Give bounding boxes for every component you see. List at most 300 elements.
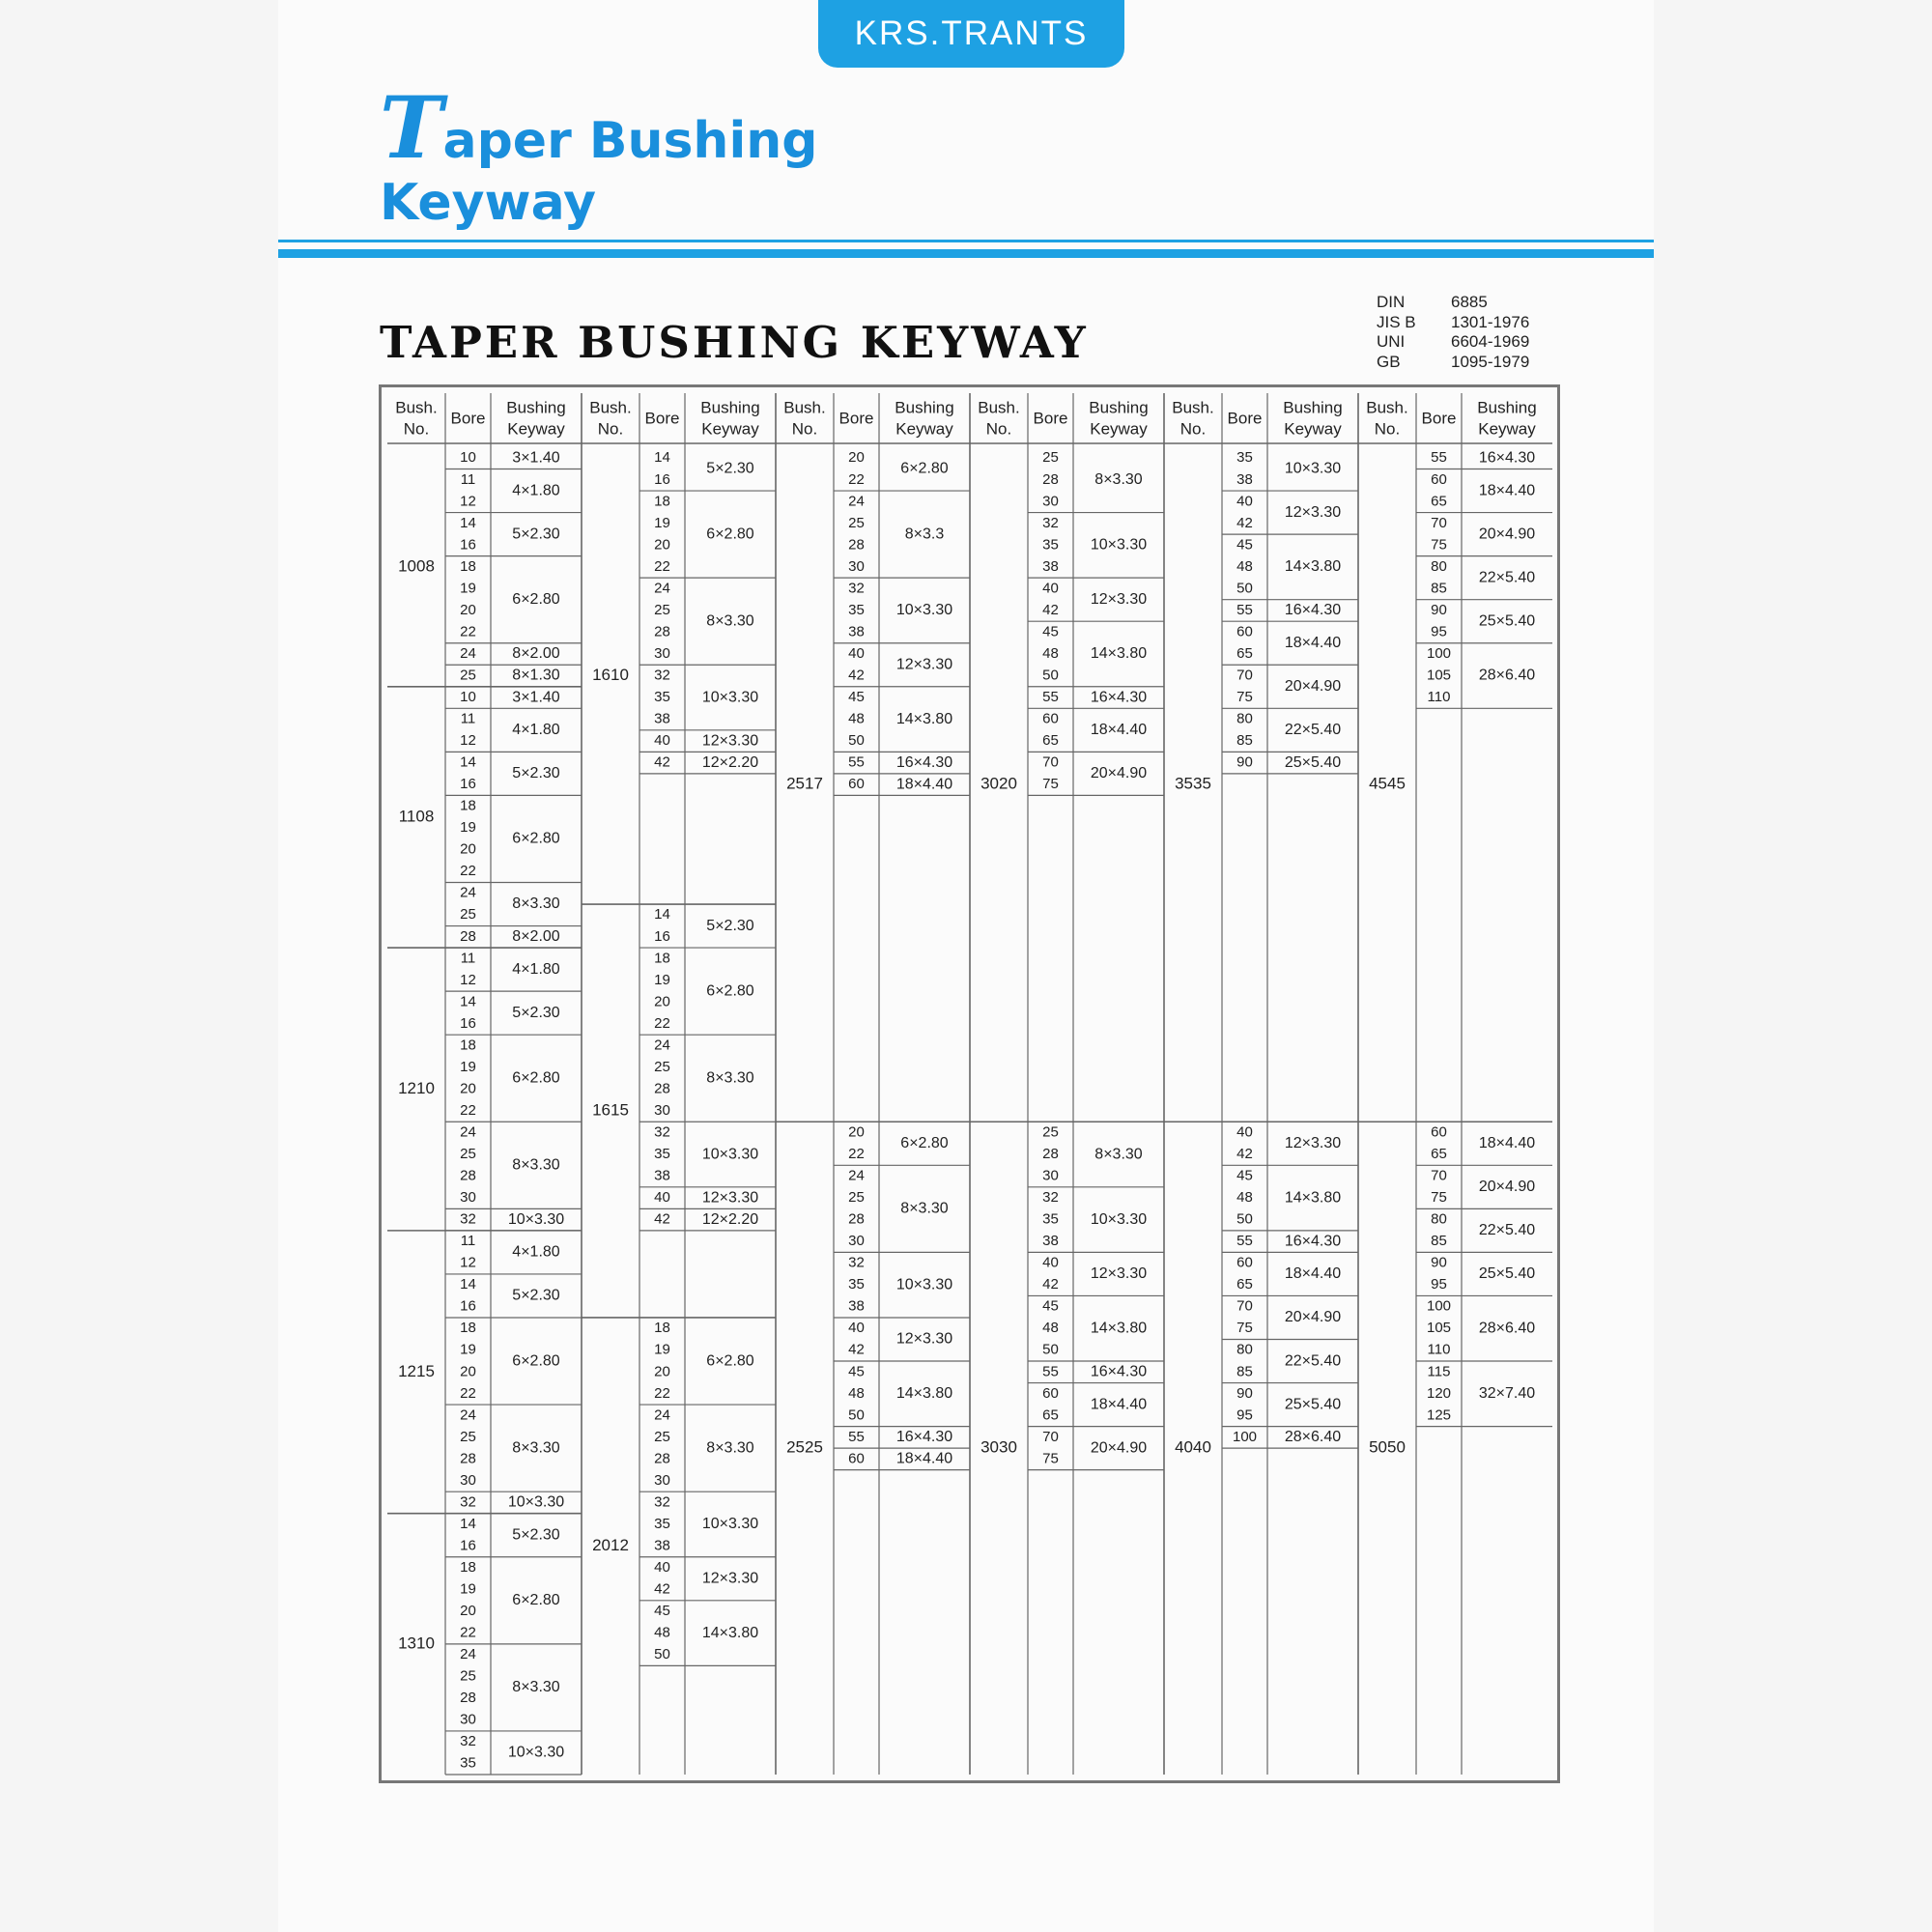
bore-value: 20 xyxy=(460,840,476,858)
keyway-value: 6×2.80 xyxy=(512,1069,560,1087)
keyway-value: 10×3.30 xyxy=(1090,1210,1148,1228)
bore-value: 24 xyxy=(848,1167,865,1184)
bore-value: 30 xyxy=(654,1101,670,1119)
bore-value: 12 xyxy=(460,1254,476,1271)
bore-value: 32 xyxy=(460,1733,476,1750)
bore-value: 20 xyxy=(848,449,865,467)
bore-value: 42 xyxy=(848,1341,865,1358)
bore-value: 90 xyxy=(1236,753,1253,771)
keyway-value: 10×3.30 xyxy=(507,1210,565,1228)
header-keyway-label: Bushing xyxy=(895,398,954,417)
standard-name: UNI xyxy=(1377,332,1406,351)
bore-value: 55 xyxy=(1236,1233,1253,1250)
keyway-value: 10×3.30 xyxy=(895,602,953,619)
bore-value: 30 xyxy=(460,1189,476,1207)
bore-value: 32 xyxy=(848,1254,865,1271)
bore-value: 30 xyxy=(1042,1167,1059,1184)
bore-value: 16 xyxy=(460,1537,476,1554)
bore-value: 55 xyxy=(1236,601,1253,618)
bore-value: 42 xyxy=(1042,601,1059,618)
bore-value: 38 xyxy=(848,1297,865,1315)
bore-value: 75 xyxy=(1236,689,1253,706)
keyway-value: 10×3.30 xyxy=(701,1146,759,1163)
keyway-value: 16×4.30 xyxy=(895,1429,953,1446)
bore-value: 38 xyxy=(1236,470,1253,488)
keyway-value: 10×3.30 xyxy=(1284,460,1342,477)
bore-value: 28 xyxy=(1042,1146,1059,1163)
keyway-value: 8×3.30 xyxy=(512,895,560,913)
bore-value: 19 xyxy=(460,580,476,597)
keyway-value: 5×2.30 xyxy=(512,526,560,543)
bore-value: 19 xyxy=(654,514,670,531)
bore-value: 35 xyxy=(654,1515,670,1532)
bore-value: 38 xyxy=(1042,557,1059,575)
bore-value: 45 xyxy=(848,689,865,706)
keyway-value: 22×5.40 xyxy=(1284,722,1342,739)
bore-value: 25 xyxy=(654,601,670,618)
bore-value: 20 xyxy=(654,1363,670,1380)
keyway-value: 25×5.40 xyxy=(1478,612,1536,630)
header-subtitle: Keyway xyxy=(380,174,596,232)
bore-value: 28 xyxy=(460,1167,476,1184)
bore-value: 70 xyxy=(1042,753,1059,771)
bore-value: 35 xyxy=(654,689,670,706)
keyway-value: 22×5.40 xyxy=(1478,569,1536,586)
keyway-value: 22×5.40 xyxy=(1284,1352,1342,1370)
bore-value: 12 xyxy=(460,493,476,510)
bore-value: 60 xyxy=(1236,623,1253,640)
keyway-value: 28×6.40 xyxy=(1478,1320,1536,1337)
keyway-value: 18×4.40 xyxy=(1478,1135,1536,1152)
bore-value: 38 xyxy=(654,1537,670,1554)
bore-value: 50 xyxy=(848,732,865,750)
keyway-value: 16×4.30 xyxy=(1284,1233,1342,1250)
header-bore-label: Bore xyxy=(450,409,486,428)
bore-value: 24 xyxy=(460,884,476,901)
header-bush-label: Bush. xyxy=(978,398,1020,417)
keyway-value: 3×1.40 xyxy=(512,449,560,467)
bore-value: 95 xyxy=(1431,623,1447,640)
bore-value: 22 xyxy=(460,1624,476,1641)
bore-value: 65 xyxy=(1431,1146,1447,1163)
header-keyway-label: Keyway xyxy=(1284,419,1342,439)
bore-value: 32 xyxy=(1042,1189,1059,1207)
keyway-value: 8×2.00 xyxy=(512,645,560,663)
keyway-value: 6×2.80 xyxy=(706,526,754,543)
keyway-value: 12×3.30 xyxy=(701,1570,759,1587)
keyway-value: 6×2.80 xyxy=(512,830,560,847)
header-keyway-label: Keyway xyxy=(507,419,565,439)
keyway-value: 14×3.80 xyxy=(1284,1189,1342,1207)
keyway-value: 25×5.40 xyxy=(1478,1265,1536,1283)
keyway-value: 25×5.40 xyxy=(1284,1396,1342,1413)
keyway-value: 8×1.30 xyxy=(512,667,560,684)
keyway-value: 16×4.30 xyxy=(895,753,953,771)
bush-number: 5050 xyxy=(1369,1437,1406,1457)
header-title-line xyxy=(380,77,818,178)
bore-value: 75 xyxy=(1431,536,1447,554)
bush-number: 1310 xyxy=(398,1634,435,1653)
bore-value: 16 xyxy=(654,470,670,488)
bore-value: 45 xyxy=(1042,1297,1059,1315)
standard-name: DIN xyxy=(1377,293,1406,311)
keyway-value: 5×2.30 xyxy=(512,765,560,782)
bush-number: 4545 xyxy=(1369,774,1406,793)
bore-value: 85 xyxy=(1236,732,1253,750)
bore-value: 19 xyxy=(460,1580,476,1598)
keyway-value: 18×4.40 xyxy=(1090,722,1148,739)
keyway-value: 20×4.90 xyxy=(1284,677,1342,696)
keyway-value: 4×1.80 xyxy=(512,1243,560,1261)
brand-name: KRS.TRANTS xyxy=(854,14,1089,52)
bore-value: 11 xyxy=(460,1233,476,1250)
bore-value: 75 xyxy=(1042,776,1059,793)
keyway-value: 14×3.80 xyxy=(895,1385,953,1403)
bore-value: 25 xyxy=(1042,1123,1059,1141)
bush-number: 1215 xyxy=(398,1361,435,1380)
divider-thick xyxy=(278,249,1654,258)
bore-value: 50 xyxy=(1236,1210,1253,1228)
bore-value: 42 xyxy=(848,667,865,684)
header-bore-label: Bore xyxy=(838,409,874,428)
bore-value: 80 xyxy=(1431,1210,1447,1228)
bore-value: 60 xyxy=(848,1450,865,1467)
keyway-value: 20×4.90 xyxy=(1478,1179,1536,1196)
bore-value: 28 xyxy=(654,1450,670,1467)
bore-value: 35 xyxy=(1042,536,1059,554)
bore-value: 11 xyxy=(460,710,476,727)
bore-value: 80 xyxy=(1236,710,1253,727)
header-keyway-label: Bushing xyxy=(506,398,566,417)
bore-value: 38 xyxy=(1042,1233,1059,1250)
header-bush-label: Bush. xyxy=(589,398,632,417)
keyway-value: 6×2.80 xyxy=(512,590,560,608)
keyway-table-grid xyxy=(382,387,1557,1780)
standards-list xyxy=(1377,293,1529,372)
bore-value: 42 xyxy=(1236,514,1253,531)
bore-value: 14 xyxy=(460,1515,476,1532)
keyway-value: 14×3.80 xyxy=(1090,645,1148,663)
header-keyway-label: Bushing xyxy=(1477,398,1537,417)
bore-value: 75 xyxy=(1431,1189,1447,1207)
bore-value: 42 xyxy=(654,753,670,771)
standard-code: 6604-1969 xyxy=(1451,332,1530,351)
bore-value: 24 xyxy=(460,1406,476,1424)
bush-number: 1610 xyxy=(592,665,629,684)
bore-value: 22 xyxy=(848,470,865,488)
bore-value: 80 xyxy=(1236,1341,1253,1358)
header-keyway-label: Keyway xyxy=(895,419,953,439)
keyway-value: 20×4.90 xyxy=(1284,1309,1342,1326)
bore-value: 35 xyxy=(1042,1210,1059,1228)
bore-value: 19 xyxy=(654,1341,670,1358)
bore-value: 20 xyxy=(654,536,670,554)
standard-row xyxy=(1377,313,1529,333)
bore-value: 32 xyxy=(460,1210,476,1228)
keyway-value: 6×2.80 xyxy=(706,982,754,1000)
bore-value: 22 xyxy=(460,863,476,880)
bore-value: 12 xyxy=(460,732,476,750)
bore-value: 22 xyxy=(848,1146,865,1163)
bore-value: 40 xyxy=(848,644,865,662)
bore-value: 18 xyxy=(654,1320,670,1337)
keyway-value: 8×3.30 xyxy=(512,1679,560,1696)
bore-value: 35 xyxy=(848,1276,865,1293)
keyway-value: 4×1.80 xyxy=(512,960,560,978)
keyway-value: 12×3.30 xyxy=(701,732,759,750)
bore-value: 105 xyxy=(1426,667,1452,684)
header-title xyxy=(380,77,818,232)
header-bush-label: No. xyxy=(791,419,818,439)
bore-value: 18 xyxy=(654,950,670,967)
bore-value: 25 xyxy=(460,667,476,684)
bore-value: 14 xyxy=(460,993,476,1010)
bore-value: 19 xyxy=(460,819,476,837)
bore-value: 18 xyxy=(460,1037,476,1054)
bush-number: 3030 xyxy=(980,1437,1017,1457)
header-title-rest: aper Bushing xyxy=(442,112,818,170)
bore-value: 38 xyxy=(654,1167,670,1184)
bore-value: 16 xyxy=(460,1297,476,1315)
bore-value: 40 xyxy=(848,1320,865,1337)
bore-value: 22 xyxy=(654,1014,670,1032)
header-bush-label: Bush. xyxy=(395,398,438,417)
bore-value: 24 xyxy=(460,1646,476,1663)
bore-value: 25 xyxy=(460,906,476,923)
bore-value: 32 xyxy=(1042,514,1059,531)
keyway-value: 16×4.30 xyxy=(1090,689,1148,706)
header-keyway-label: Bushing xyxy=(1283,398,1343,417)
bore-value: 20 xyxy=(460,1363,476,1380)
bore-value: 125 xyxy=(1426,1406,1452,1424)
bore-value: 60 xyxy=(1431,1123,1447,1141)
bore-value: 105 xyxy=(1426,1320,1452,1337)
bush-number: 1008 xyxy=(398,556,435,576)
header-bush-label: No. xyxy=(985,419,1012,439)
bore-value: 45 xyxy=(848,1363,865,1380)
header-bush-label: Bush. xyxy=(1366,398,1408,417)
bore-value: 55 xyxy=(848,1428,865,1445)
keyway-value: 10×3.30 xyxy=(507,1493,565,1511)
document-title: TAPER BUSHING KEYWAY xyxy=(380,317,1089,368)
standard-code: 6885 xyxy=(1451,293,1488,311)
keyway-value: 14×3.80 xyxy=(895,710,953,727)
keyway-value: 5×2.30 xyxy=(512,1526,560,1544)
bore-value: 16 xyxy=(460,776,476,793)
keyway-value: 12×3.30 xyxy=(1284,1135,1342,1152)
bore-value: 95 xyxy=(1431,1276,1447,1293)
bore-value: 18 xyxy=(460,797,476,814)
bore-value: 24 xyxy=(460,644,476,662)
keyway-value: 12×2.20 xyxy=(701,1210,759,1228)
bore-value: 24 xyxy=(460,1123,476,1141)
bore-value: 65 xyxy=(1236,1276,1253,1293)
keyway-value: 18×4.40 xyxy=(1478,482,1536,499)
header-bore-label: Bore xyxy=(1227,409,1263,428)
header-bore-label: Bore xyxy=(644,409,680,428)
bore-value: 55 xyxy=(1431,449,1447,467)
bore-value: 70 xyxy=(1431,1167,1447,1184)
bore-value: 28 xyxy=(460,927,476,945)
bore-value: 95 xyxy=(1236,1406,1253,1424)
header-keyway-label: Keyway xyxy=(1478,419,1536,439)
bore-value: 70 xyxy=(1431,514,1447,531)
bore-value: 40 xyxy=(1236,1123,1253,1141)
bore-value: 25 xyxy=(654,1058,670,1075)
keyway-value: 20×4.90 xyxy=(1090,1439,1148,1457)
bore-value: 30 xyxy=(654,1471,670,1489)
bore-value: 40 xyxy=(654,1558,670,1576)
bore-value: 14 xyxy=(460,514,476,531)
keyway-value: 8×3.30 xyxy=(1094,1146,1143,1163)
keyway-value: 8×3.30 xyxy=(900,1200,949,1217)
keyway-value: 12×3.30 xyxy=(895,656,953,673)
bore-value: 24 xyxy=(654,1406,670,1424)
header-bush-label: Bush. xyxy=(1172,398,1214,417)
bore-value: 50 xyxy=(1236,580,1253,597)
bore-value: 40 xyxy=(654,1189,670,1207)
bore-value: 20 xyxy=(460,601,476,618)
bore-value: 100 xyxy=(1426,644,1452,662)
bore-value: 40 xyxy=(1042,1254,1059,1271)
bore-value: 18 xyxy=(460,557,476,575)
bore-value: 115 xyxy=(1427,1363,1451,1380)
bush-number: 3020 xyxy=(980,774,1017,793)
keyway-value: 12×2.20 xyxy=(701,753,759,771)
bore-value: 25 xyxy=(848,1189,865,1207)
brand-tab xyxy=(818,0,1124,68)
keyway-value: 12×3.30 xyxy=(1090,590,1148,608)
keyway-value: 12×3.30 xyxy=(1284,503,1342,521)
header-keyway-label: Keyway xyxy=(701,419,759,439)
divider-thin xyxy=(278,240,1654,242)
keyway-value: 8×3.30 xyxy=(706,1439,754,1457)
bore-value: 18 xyxy=(460,1558,476,1576)
standard-row xyxy=(1377,293,1529,313)
bore-value: 48 xyxy=(848,1384,865,1402)
keyway-value: 14×3.80 xyxy=(701,1624,759,1641)
keyway-value: 12×3.30 xyxy=(1090,1265,1148,1283)
bush-number: 2517 xyxy=(786,774,823,793)
bore-value: 28 xyxy=(848,1210,865,1228)
keyway-value: 6×2.80 xyxy=(512,1592,560,1609)
bore-value: 24 xyxy=(654,580,670,597)
bore-value: 65 xyxy=(1042,732,1059,750)
bore-value: 22 xyxy=(460,1384,476,1402)
bore-value: 80 xyxy=(1431,557,1447,575)
bore-value: 16 xyxy=(654,927,670,945)
bush-number: 1615 xyxy=(592,1100,629,1120)
keyway-value: 16×4.30 xyxy=(1090,1363,1148,1380)
bore-value: 48 xyxy=(848,710,865,727)
bore-value: 24 xyxy=(848,493,865,510)
bore-value: 28 xyxy=(1042,470,1059,488)
keyway-value: 18×4.40 xyxy=(1090,1396,1148,1413)
bore-value: 19 xyxy=(460,1058,476,1075)
bore-value: 65 xyxy=(1042,1406,1059,1424)
bore-value: 28 xyxy=(654,1080,670,1097)
bore-value: 25 xyxy=(460,1428,476,1445)
bore-value: 110 xyxy=(1427,689,1451,706)
bore-value: 35 xyxy=(848,601,865,618)
header-title-initial: T xyxy=(380,77,443,178)
bore-value: 60 xyxy=(1042,1384,1059,1402)
header-keyway-label: Bushing xyxy=(1089,398,1149,417)
bore-value: 14 xyxy=(460,1276,476,1293)
bore-value: 42 xyxy=(654,1580,670,1598)
bore-value: 60 xyxy=(1236,1254,1253,1271)
keyway-value: 28×6.40 xyxy=(1284,1429,1342,1446)
keyway-value: 18×4.40 xyxy=(1284,634,1342,651)
standard-code: 1301-1976 xyxy=(1451,312,1530,331)
keyway-value: 10×3.30 xyxy=(1090,536,1148,554)
standard-name: GB xyxy=(1377,352,1401,371)
bore-value: 30 xyxy=(460,1471,476,1489)
bore-value: 32 xyxy=(848,580,865,597)
bore-value: 30 xyxy=(1042,493,1059,510)
bore-value: 55 xyxy=(1042,689,1059,706)
keyway-value: 5×2.30 xyxy=(512,1287,560,1304)
bore-value: 30 xyxy=(460,1711,476,1728)
bore-value: 22 xyxy=(460,623,476,640)
bore-value: 30 xyxy=(848,1233,865,1250)
bore-value: 45 xyxy=(1042,623,1059,640)
bore-value: 65 xyxy=(1431,493,1447,510)
bore-value: 25 xyxy=(848,514,865,531)
bore-value: 10 xyxy=(460,449,476,467)
header-bush-label: Bush. xyxy=(783,398,826,417)
keyway-value: 10×3.30 xyxy=(701,1516,759,1533)
keyway-value: 12×3.30 xyxy=(895,1330,953,1348)
bore-value: 60 xyxy=(848,776,865,793)
header-keyway-label: Keyway xyxy=(1090,419,1148,439)
header-bush-label: No. xyxy=(1374,419,1401,439)
bore-value: 28 xyxy=(460,1690,476,1707)
bore-value: 20 xyxy=(654,993,670,1010)
header-bush-label: No. xyxy=(597,419,624,439)
bore-value: 40 xyxy=(654,732,670,750)
bore-value: 18 xyxy=(460,1320,476,1337)
keyway-value: 8×2.00 xyxy=(512,928,560,946)
keyway-value: 12×3.30 xyxy=(701,1189,759,1207)
standard-name: JIS B xyxy=(1377,312,1416,331)
bore-value: 35 xyxy=(1236,449,1253,467)
bore-value: 100 xyxy=(1426,1297,1452,1315)
keyway-value: 3×1.40 xyxy=(512,689,560,706)
keyway-value: 8×3.3 xyxy=(904,526,945,543)
bore-value: 22 xyxy=(460,1101,476,1119)
bore-value: 120 xyxy=(1426,1384,1452,1402)
header-bore-label: Bore xyxy=(1033,409,1068,428)
header-bush-label: No. xyxy=(403,419,430,439)
bore-value: 22 xyxy=(654,1384,670,1402)
bore-value: 28 xyxy=(654,623,670,640)
bore-value: 20 xyxy=(460,1080,476,1097)
bore-value: 14 xyxy=(460,753,476,771)
bore-value: 45 xyxy=(1236,536,1253,554)
bore-value: 50 xyxy=(1042,1341,1059,1358)
bore-value: 48 xyxy=(1236,557,1253,575)
bore-value: 70 xyxy=(1236,1297,1253,1315)
bore-value: 35 xyxy=(654,1146,670,1163)
bore-value: 85 xyxy=(1236,1363,1253,1380)
bore-value: 100 xyxy=(1232,1428,1258,1445)
bore-value: 48 xyxy=(654,1624,670,1641)
bore-value: 25 xyxy=(460,1146,476,1163)
bore-value: 50 xyxy=(654,1646,670,1663)
keyway-value: 20×4.90 xyxy=(1478,526,1536,543)
bore-value: 32 xyxy=(460,1493,476,1511)
